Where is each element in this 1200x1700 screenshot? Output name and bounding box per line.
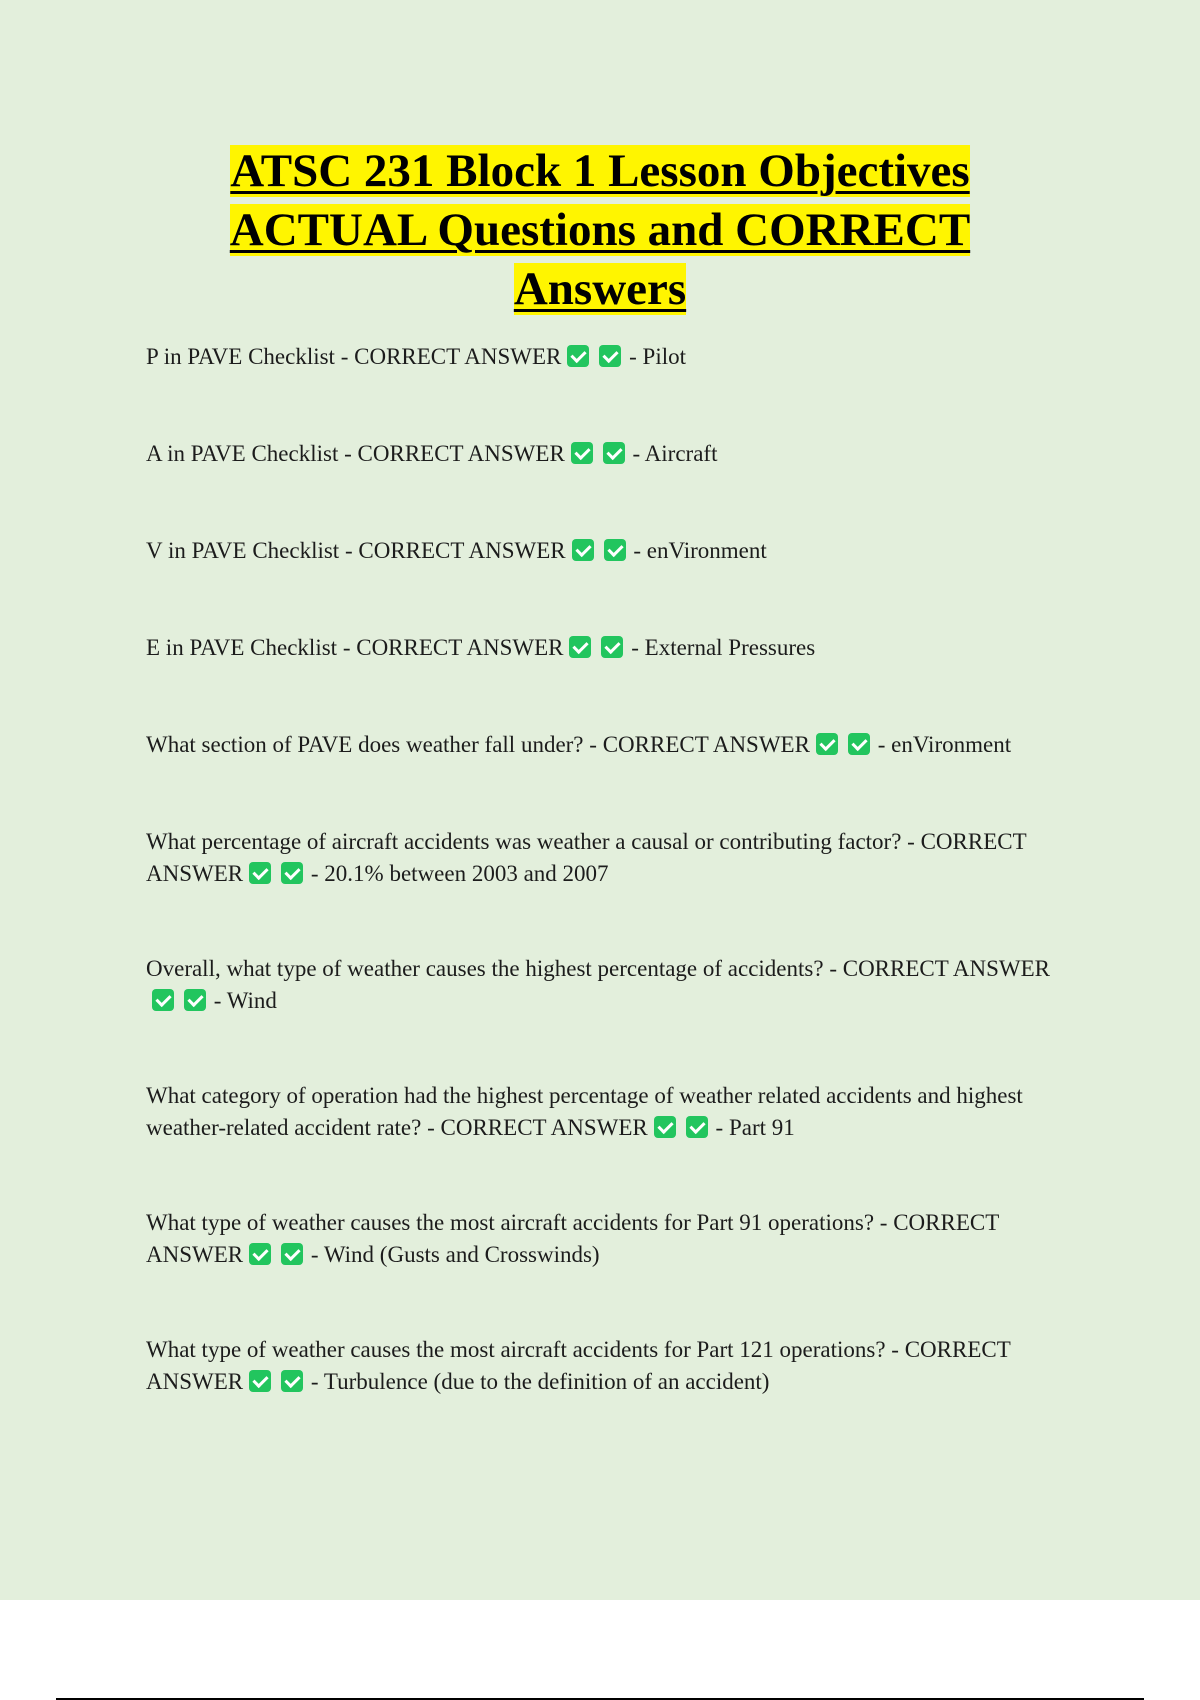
qa-item: What percentage of aircraft accidents was weather a causal or contributing factor? - CORRECT ANSWER - 20.1% between 2003 and 2007	[146, 829, 1027, 886]
check-mark-icon	[571, 442, 593, 464]
qa-item: What section of PAVE does weather fall under? - CORRECT ANSWER - enVironment	[146, 732, 1012, 757]
check-mark-icon	[601, 636, 623, 658]
qa-item: V in PAVE Checklist - CORRECT ANSWER - enVironment	[146, 538, 767, 563]
check-mark-icon	[281, 862, 303, 884]
answer-marker: CORRECT ANSWER	[146, 1210, 999, 1267]
question-text: What section of PAVE does weather fall under?	[146, 732, 584, 757]
title-wrapper	[146, 142, 1070, 319]
question-text: What category of operation had the highest percentage of weather related accidents and highest weather-related accident rate?	[146, 1083, 1023, 1140]
question-text: E in PAVE Checklist	[146, 635, 338, 660]
question-text: A in PAVE Checklist	[146, 441, 339, 466]
check-mark-icon	[249, 1370, 271, 1392]
qa-item: What type of weather causes the most aircraft accidents for Part 121 operations? - CORRECT ANSWER - Turbulence (due to the definition of an accident)	[146, 1337, 1011, 1394]
answer-marker: CORRECT ANSWER	[356, 635, 564, 660]
check-mark-icon	[603, 442, 625, 464]
check-mark-icon	[152, 989, 174, 1011]
check-mark-icon	[281, 1370, 303, 1392]
question-text: Overall, what type of weather causes the highest percentage of accidents?	[146, 956, 824, 981]
answer-text: Wind	[226, 988, 277, 1013]
check-mark-icon	[569, 636, 591, 658]
answer-text: Aircraft	[644, 441, 718, 466]
check-mark-icon	[654, 1116, 676, 1138]
check-mark-icon	[572, 539, 594, 561]
answer-text: External Pressures	[644, 635, 816, 660]
answer-marker: CORRECT ANSWER	[602, 732, 810, 757]
answer-marker: CORRECT ANSWER	[842, 956, 1050, 981]
check-mark-icon	[604, 539, 626, 561]
answer-marker: CORRECT ANSWER	[146, 829, 1027, 886]
qa-list	[146, 341, 1070, 1398]
answer-text: enVironment	[646, 538, 767, 563]
check-mark-icon	[249, 862, 271, 884]
check-mark-icon	[184, 989, 206, 1011]
check-mark-icon	[599, 345, 621, 367]
question-text: What type of weather causes the most aircraft accidents for Part 121 operations?	[146, 1337, 886, 1362]
qa-item: Overall, what type of weather causes the highest percentage of accidents? - CORRECT ANSWER - Wind	[146, 956, 1050, 1013]
check-mark-icon	[686, 1116, 708, 1138]
question-text: V in PAVE Checklist	[146, 538, 340, 563]
answer-marker: CORRECT ANSWER	[354, 344, 562, 369]
answer-text: enVironment	[891, 732, 1012, 757]
answer-marker: CORRECT ANSWER	[146, 1337, 1011, 1394]
check-mark-icon	[816, 733, 838, 755]
answer-marker: CORRECT ANSWER	[358, 538, 566, 563]
check-mark-icon	[281, 1243, 303, 1265]
answer-text: Turbulence (due to the definition of an accident)	[323, 1369, 770, 1394]
qa-item: What category of operation had the highest percentage of weather related accidents and highest weather-related accident rate? - CORRECT ANSWER - Part 91	[146, 1083, 1023, 1140]
check-mark-icon	[848, 733, 870, 755]
answer-marker: CORRECT ANSWER	[357, 441, 565, 466]
document-title: ATSC 231 Block 1 Lesson Objectives ACTUAL Questions and CORRECT Answers	[229, 145, 971, 315]
answer-text: Part 91	[728, 1115, 795, 1140]
question-text: What type of weather causes the most aircraft accidents for Part 91 operations?	[146, 1210, 875, 1235]
qa-item: A in PAVE Checklist - CORRECT ANSWER - Aircraft	[146, 441, 718, 466]
answer-text: Pilot	[642, 344, 687, 369]
qa-item: What type of weather causes the most aircraft accidents for Part 91 operations? - CORRECT ANSWER - Wind (Gusts and Crosswinds)	[146, 1210, 999, 1267]
check-mark-icon	[567, 345, 589, 367]
answer-marker: CORRECT ANSWER	[440, 1115, 648, 1140]
qa-item: E in PAVE Checklist - CORRECT ANSWER - External Pressures	[146, 635, 816, 660]
question-text: P in PAVE Checklist	[146, 344, 335, 369]
qa-item: P in PAVE Checklist - CORRECT ANSWER - Pilot	[146, 344, 687, 369]
answer-text: Wind (Gusts and Crosswinds)	[323, 1242, 600, 1267]
answer-text: 20.1% between 2003 and 2007	[324, 861, 609, 886]
question-text: What percentage of aircraft accidents was weather a causal or contributing factor?	[146, 829, 902, 854]
check-mark-icon	[249, 1243, 271, 1265]
